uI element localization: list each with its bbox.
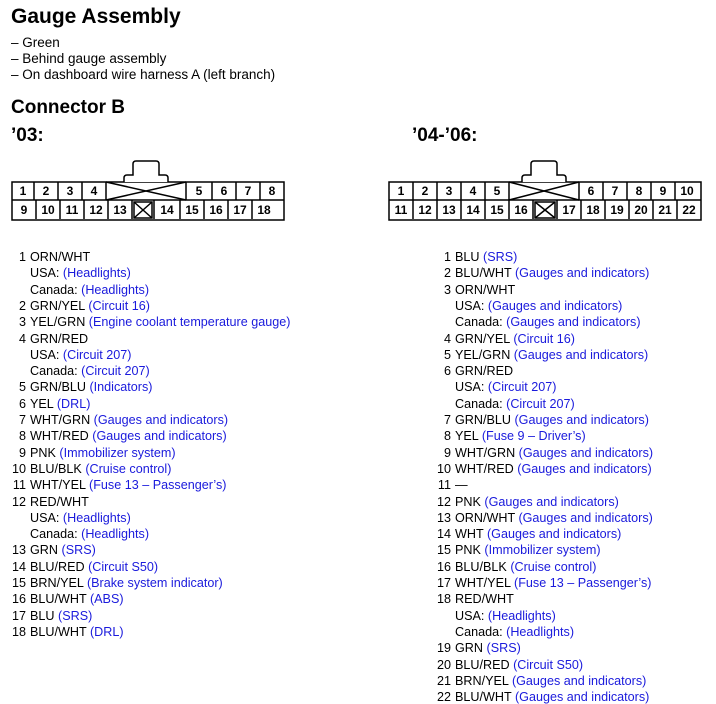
wire-color — [455, 250, 517, 264]
connector-pin — [588, 184, 595, 198]
wire-color-code: WHT/GRN — [30, 413, 91, 427]
circuit-link[interactable]: (Headlights) — [81, 527, 150, 542]
wire-color-code: BLU/WHT — [455, 690, 512, 704]
pin-number: 7 — [443, 413, 451, 427]
connector-pin — [660, 184, 667, 198]
circuit-link[interactable]: (Headlights) — [62, 266, 131, 281]
circuit-link[interactable]: (Circuit 207) — [506, 396, 575, 411]
connector-pin — [422, 184, 429, 198]
location-line-position: – Behind gauge assembly — [11, 51, 167, 66]
wire-color-code: YEL/GRN — [455, 347, 511, 362]
circuit-link[interactable]: (Gauges and indicators) — [92, 429, 227, 444]
pin-number: 9 — [443, 445, 451, 460]
market-row — [30, 266, 131, 280]
svg-text:5: 5 — [195, 184, 203, 198]
connector-pin — [418, 203, 432, 217]
market-row — [30, 511, 131, 525]
svg-text:13: 13 — [442, 203, 456, 217]
wire-color-code: BLU/RED — [455, 657, 510, 672]
pin-number: 5 — [443, 347, 451, 362]
connector-pin — [494, 184, 501, 198]
circuit-link[interactable]: (DRL) — [56, 396, 91, 411]
svg-text:15: 15 — [490, 203, 504, 217]
svg-text:12: 12 — [89, 203, 103, 217]
wire-color — [30, 592, 124, 606]
circuit-link[interactable]: (Gauges and indicators) — [511, 673, 647, 688]
wire-color-code: RED/WHT — [30, 494, 89, 509]
circuit-link[interactable]: (Gauges and indicators) — [518, 510, 653, 525]
svg-text:3: 3 — [66, 184, 74, 198]
market-label: Canada: — [30, 282, 78, 297]
connector-pin — [514, 203, 528, 217]
wire-color — [455, 348, 648, 362]
connector-pin — [682, 203, 696, 217]
pin-number: 10 — [436, 461, 451, 476]
pin-number: 17 — [436, 576, 451, 590]
location-line-harness: – On dashboard wire harness A (left branch) — [11, 67, 276, 82]
circuit-link[interactable]: (Gauges and indicators) — [484, 494, 619, 509]
svg-text:4: 4 — [90, 184, 98, 198]
wire-color-code: BLU/BLK — [455, 559, 507, 574]
svg-text:13: 13 — [113, 203, 127, 217]
circuit-link[interactable]: (Circuit S50) — [513, 657, 584, 672]
year-label-04-06: ’04-’06: — [412, 125, 478, 146]
svg-text:5: 5 — [493, 184, 501, 198]
svg-text:19: 19 — [610, 203, 624, 217]
wire-color-code: YEL/GRN — [30, 315, 86, 330]
wire-color-code: BLU/WHT — [30, 624, 87, 639]
wire-color — [30, 250, 90, 264]
wire-color-code: PNK — [30, 445, 56, 460]
pin-number: 13 — [11, 543, 26, 558]
pin-number: 17 — [11, 608, 26, 623]
market-label: Canada: — [30, 364, 78, 379]
svg-text:9: 9 — [20, 203, 28, 217]
circuit-link[interactable]: (Circuit 207) — [81, 364, 150, 379]
pin-number: 19 — [436, 641, 451, 656]
wire-color-code: ORN/WHT — [30, 250, 91, 264]
wire-color-code: BRN/YEL — [455, 673, 509, 688]
svg-text:1: 1 — [397, 184, 405, 198]
market-label: USA: — [30, 510, 60, 525]
connector-pin — [636, 184, 643, 198]
pin-number: 21 — [436, 673, 451, 688]
circuit-link[interactable]: (Headlights) — [81, 282, 150, 297]
wire-color-code: WHT — [455, 527, 484, 542]
market-row — [455, 397, 575, 411]
wire-color-code: GRN/YEL — [30, 298, 85, 313]
circuit-link[interactable]: (Cruise control) — [85, 461, 172, 476]
svg-text:17: 17 — [562, 203, 576, 217]
wire-color — [455, 690, 649, 704]
wire-color-code: GRN/BLU — [30, 380, 86, 395]
wire-color-code: BLU/BLK — [30, 461, 82, 476]
wire-color — [455, 429, 586, 443]
circuit-link[interactable]: (Circuit 16) — [513, 331, 575, 346]
pin-number: 8 — [443, 429, 451, 444]
pin-number: 7 — [18, 413, 26, 427]
wire-color — [455, 364, 513, 378]
wire-color — [30, 332, 88, 346]
wire-color — [30, 380, 152, 394]
circuit-link[interactable]: (Gauges and indicators) — [513, 347, 649, 362]
wire-color — [455, 446, 653, 460]
pin-number: 2 — [18, 298, 26, 313]
svg-text:14: 14 — [466, 203, 480, 217]
wire-color — [30, 299, 150, 313]
market-label: Canada: — [455, 624, 503, 639]
wire-color-code: YEL — [30, 396, 54, 411]
market-row — [30, 283, 149, 297]
pin-number: 13 — [436, 510, 451, 525]
pin-number: 5 — [18, 380, 26, 395]
pin-number: 12 — [11, 494, 26, 509]
pin-number: 11 — [437, 478, 451, 493]
svg-text:18: 18 — [257, 203, 271, 217]
pin-number: 1 — [443, 250, 451, 264]
wire-color — [455, 462, 652, 476]
connector-pin — [562, 203, 576, 217]
market-label: Canada: — [455, 315, 503, 330]
wire-color-code: BLU/WHT — [30, 592, 87, 607]
svg-text:1: 1 — [19, 184, 27, 198]
pin-number: 20 — [436, 657, 451, 672]
circuit-link[interactable]: (Engine coolant temperature gauge) — [88, 315, 291, 330]
market-label: Canada: — [455, 396, 503, 411]
market-row — [455, 625, 574, 639]
circuit-link[interactable]: (Gauges and indicators) — [486, 527, 622, 542]
svg-text:7: 7 — [611, 184, 619, 198]
pin-number: 15 — [11, 576, 26, 590]
wire-color-code: GRN/RED — [455, 364, 514, 379]
market-row — [455, 609, 556, 623]
circuit-link[interactable]: (Circuit S50) — [88, 559, 159, 574]
circuit-link[interactable]: (Gauges and indicators) — [506, 315, 641, 330]
market-row — [455, 380, 557, 394]
pin-number: 3 — [443, 282, 451, 297]
circuit-link[interactable]: (Circuit 16) — [88, 298, 150, 313]
svg-text:4: 4 — [469, 184, 477, 198]
circuit-link[interactable]: (Gauges and indicators) — [514, 690, 650, 704]
circuit-link[interactable]: (Fuse 13 – Passenger’s) — [89, 478, 227, 493]
pin-number: 14 — [11, 559, 26, 574]
market-label: USA: — [30, 347, 60, 362]
wire-color — [30, 429, 227, 443]
wire-color-code: GRN/YEL — [455, 331, 510, 346]
svg-text:12: 12 — [418, 203, 432, 217]
wire-color-code: GRN/BLU — [455, 413, 511, 427]
circuit-link[interactable]: (Circuit 207) — [487, 380, 557, 395]
svg-text:10: 10 — [680, 184, 694, 198]
wire-color — [30, 315, 290, 329]
wire-color — [455, 413, 649, 427]
wire-color-code: WHT/YEL — [455, 576, 511, 590]
pin-number: 6 — [18, 396, 26, 411]
wire-color-code: BRN/YEL — [30, 576, 84, 590]
circuit-link[interactable]: (Gauges and indicators) — [514, 413, 649, 427]
circuit-link[interactable]: (Indicators) — [89, 380, 153, 395]
circuit-link[interactable]: (Gauges and indicators) — [518, 445, 654, 460]
svg-text:20: 20 — [634, 203, 648, 217]
circuit-link[interactable]: (ABS) — [89, 592, 124, 607]
blocked-cavity — [535, 202, 555, 218]
market-label: USA: — [455, 380, 485, 395]
wire-color-code: — — [455, 478, 468, 493]
pin-number: 1 — [18, 250, 26, 264]
wire-color-code: BLU — [30, 608, 55, 623]
svg-text:17: 17 — [233, 203, 247, 217]
wire-color-code: BLU/RED — [30, 559, 85, 574]
year-label-03: ’03: — [11, 125, 44, 146]
wire-color-code: WHT/GRN — [455, 445, 516, 460]
circuit-link[interactable]: (SRS) — [58, 608, 93, 623]
svg-text:22: 22 — [682, 203, 696, 217]
connector-title: Connector B — [11, 97, 125, 118]
location-line-color: – Green — [11, 35, 60, 50]
pin-number: 12 — [436, 494, 451, 509]
svg-text:2: 2 — [421, 184, 429, 198]
svg-text:3: 3 — [445, 184, 453, 198]
svg-text:9: 9 — [659, 184, 667, 198]
wire-color-code: WHT/YEL — [30, 478, 86, 493]
wire-color-code: BLU — [455, 250, 480, 264]
wire-color — [455, 641, 521, 655]
market-row — [455, 315, 641, 329]
wire-color-code: ORN/WHT — [455, 510, 515, 525]
pin-number: 18 — [11, 624, 26, 639]
circuit-link[interactable]: (Headlights) — [506, 624, 575, 639]
wire-color — [30, 609, 92, 623]
wire-color-code: GRN — [30, 543, 58, 558]
circuit-link[interactable]: (Headlights) — [487, 608, 556, 623]
wire-color-code: WHT/RED — [30, 429, 89, 444]
wire-color — [455, 560, 596, 574]
wire-color — [30, 446, 176, 460]
pin-number: 22 — [436, 690, 451, 704]
circuit-link[interactable]: (Brake system indicator) — [86, 576, 223, 590]
connector-pin — [490, 203, 504, 217]
svg-text:14: 14 — [160, 203, 174, 217]
circuit-link[interactable]: (Immobilizer system) — [59, 445, 176, 460]
wire-color-code: YEL — [455, 429, 479, 444]
market-label: USA: — [30, 266, 60, 281]
wire-color-code: GRN/RED — [30, 331, 89, 346]
wire-color — [455, 592, 514, 606]
market-row — [455, 299, 622, 313]
wire-color — [455, 658, 583, 672]
wire-color-code: WHT/RED — [455, 461, 514, 476]
circuit-link[interactable]: (SRS) — [486, 641, 521, 656]
page-title: Gauge Assembly — [11, 5, 181, 28]
svg-text:15: 15 — [185, 203, 199, 217]
pin-number: 6 — [443, 364, 451, 379]
wire-color — [455, 283, 515, 297]
connector-pin — [470, 184, 477, 198]
connector-pin — [610, 203, 624, 217]
svg-text:10: 10 — [41, 203, 55, 217]
wire-color — [30, 560, 158, 574]
pin-number: 9 — [18, 445, 26, 460]
svg-text:11: 11 — [65, 203, 79, 217]
wire-color — [455, 527, 621, 541]
pin-number: 3 — [18, 315, 26, 330]
svg-text:8: 8 — [635, 184, 643, 198]
circuit-link[interactable]: (Circuit 207) — [62, 347, 132, 362]
connector-pin — [442, 203, 456, 217]
connector-pin — [398, 184, 405, 198]
circuit-link[interactable]: (Headlights) — [62, 510, 131, 525]
wire-color-code: PNK — [455, 543, 481, 558]
connector-pin — [658, 203, 672, 217]
svg-text:8: 8 — [268, 184, 276, 198]
circuit-link[interactable]: (Immobilizer system) — [484, 543, 601, 558]
svg-text:16: 16 — [514, 203, 528, 217]
wire-color — [30, 413, 228, 427]
circuit-link[interactable]: (Gauges and indicators) — [514, 266, 650, 281]
circuit-link[interactable]: (DRL) — [89, 624, 124, 639]
wire-color — [455, 495, 619, 509]
market-label: USA: — [455, 608, 485, 623]
svg-text:6: 6 — [587, 184, 595, 198]
connector-pin — [395, 203, 408, 217]
wire-color-code: RED/WHT — [455, 592, 514, 607]
circuit-link[interactable]: (Gauges and indicators) — [93, 413, 229, 427]
market-label: USA: — [455, 298, 485, 313]
pin-number: 14 — [436, 527, 451, 542]
wire-color — [455, 511, 653, 525]
pin-number: 2 — [443, 266, 451, 281]
wire-color — [455, 332, 575, 346]
market-row — [30, 348, 132, 362]
circuit-link[interactable]: (Gauges and indicators) — [517, 461, 652, 476]
wire-color-code: PNK — [455, 494, 481, 509]
svg-text:21: 21 — [658, 203, 672, 217]
circuit-link[interactable]: (SRS) — [483, 250, 518, 264]
wire-color — [30, 576, 223, 590]
wire-color — [30, 625, 124, 639]
pin-number: 16 — [11, 592, 26, 607]
circuit-link[interactable]: (Fuse 13 – Passenger’s) — [514, 576, 652, 590]
wire-color — [30, 495, 89, 509]
circuit-link[interactable]: (Cruise control) — [510, 559, 597, 574]
connector-pin — [466, 203, 480, 217]
wire-color-code: GRN — [455, 641, 483, 656]
pin-number: 4 — [18, 331, 26, 346]
connector-pin — [634, 203, 648, 217]
wire-color — [455, 478, 468, 492]
pin-number: 10 — [11, 461, 26, 476]
wire-color — [455, 543, 601, 557]
market-label: Canada: — [30, 527, 78, 542]
svg-text:11: 11 — [394, 203, 408, 217]
wire-color — [455, 266, 649, 280]
svg-text:2: 2 — [42, 184, 50, 198]
pin-number: 15 — [436, 543, 451, 558]
connector-pin — [612, 184, 619, 198]
pin-number: 18 — [436, 592, 451, 607]
wire-color-code: ORN/WHT — [455, 282, 516, 297]
wire-color-code: BLU/WHT — [455, 266, 512, 281]
connector-pin — [680, 184, 694, 198]
pin-number: 8 — [18, 429, 26, 444]
pin-number: 16 — [436, 559, 451, 574]
wire-color — [30, 462, 171, 476]
wire-color — [30, 543, 96, 557]
circuit-link[interactable]: (Fuse 9 – Driver’s) — [481, 429, 586, 444]
pin-number: 11 — [12, 478, 26, 493]
wire-color — [30, 478, 226, 492]
circuit-link[interactable]: (SRS) — [61, 543, 96, 558]
wire-color — [30, 397, 90, 411]
svg-text:18: 18 — [586, 203, 600, 217]
wire-color — [455, 576, 651, 590]
market-row — [30, 364, 150, 378]
connector-pin — [446, 184, 453, 198]
circuit-link[interactable]: (Gauges and indicators) — [487, 298, 623, 313]
svg-text:6: 6 — [220, 184, 228, 198]
pin-number: 4 — [443, 331, 451, 346]
svg-text:7: 7 — [244, 184, 252, 198]
wire-color — [455, 674, 646, 688]
market-row — [30, 527, 149, 541]
connector-pin — [586, 203, 600, 217]
svg-text:16: 16 — [209, 203, 223, 217]
